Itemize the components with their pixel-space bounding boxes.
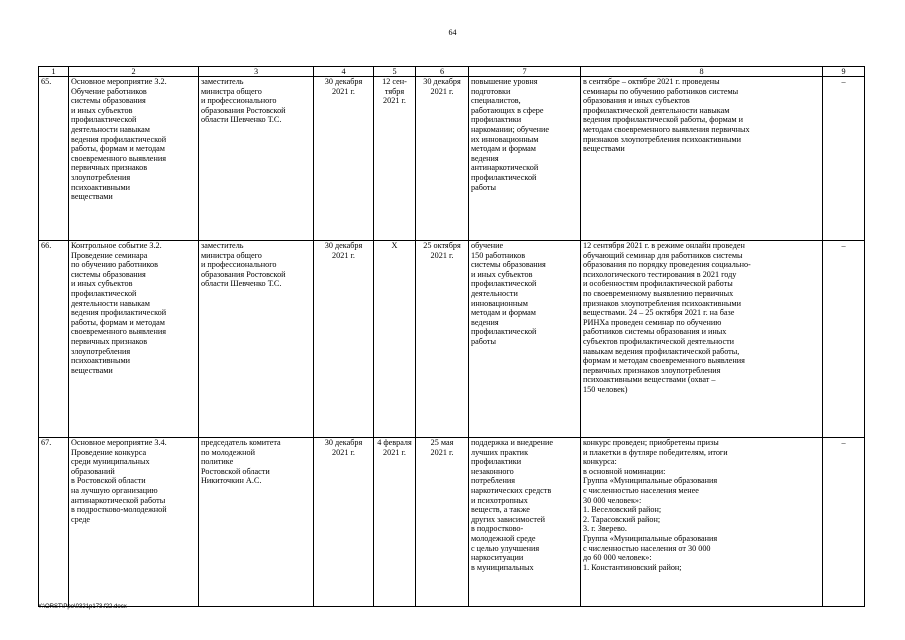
header-cell: 6 xyxy=(416,67,469,77)
event-cell: Контрольное событие 3.2. Проведение семинара по обучению работников системы образования и иных субъектов профилактической деятельности навыкам ведения профилактической работы, формам и методам своевременного выявления первичных признаков злоупотребления психоактивными веществами xyxy=(69,241,199,438)
date-cell: 30 декабря 2021 г. xyxy=(416,77,469,241)
table-row xyxy=(39,77,865,241)
responsible-cell: заместитель министра общего и профессионального образования Ростовской области Шевченко Т.С. xyxy=(199,241,314,438)
header-cell: 9 xyxy=(823,67,865,77)
date-cell: 25 мая 2021 г. xyxy=(416,438,469,607)
header-row xyxy=(39,67,865,77)
table-row xyxy=(39,438,865,607)
event-cell: Основное мероприятие 3.2. Обучение работников системы образования и иных субъектов профилактической деятельности навыкам ведения профилактической работы, формам и методам своевременного выявления первичных признаков злоупотребления психоактивными веществами xyxy=(69,77,199,241)
header-cell: 8 xyxy=(581,67,823,77)
note-cell: – xyxy=(823,438,865,607)
info-cell: 12 сентября 2021 г. в режиме онлайн проведен обучающий семинар для работников системы образования по порядку проведения социально- психологического тестирования в 2021 году и особенностям профилактической работы по своевременному выявлению первичных признаков злоупотребления психоактивными веществами. 24 – 25 октября 2021 г. на базе РИНХа проведен семинар по обучению работников системы образования и иных субъектов профилактической деятельности навыкам ведения профилактической работы, формам и методам своевременного выявления первичных признаков злоупотребления психоактивными веществами (охват – 150 человек) xyxy=(581,241,823,438)
date-cell: 25 октября 2021 г. xyxy=(416,241,469,438)
header-cell: 2 xyxy=(69,67,199,77)
info-cell: конкурс проведен; приобретены призы и плакетки в футляре победителям, итоги конкурса: в основной номинации: Группа «Муниципальные образования с численностью населения менее 30 000 человек»: 1. Веселовский район; 2. Тарасовский район; 3. г. Зверево. Группа «Муниципальные образования с численностью населения от 30 000 до 60 000 человек»: 1. Константиновский район; xyxy=(581,438,823,607)
row-number: 66. xyxy=(39,241,69,438)
date-cell: 30 декабря 2021 г. xyxy=(314,241,374,438)
note-cell: – xyxy=(823,241,865,438)
date-cell: 30 декабря 2021 г. xyxy=(314,77,374,241)
page-number: 64 xyxy=(448,28,457,37)
header-cell: 4 xyxy=(314,67,374,77)
date-cell: 30 декабря 2021 г. xyxy=(314,438,374,607)
file-path-footer: Y:\ORST\Ppo\0321p173.f22.docx xyxy=(38,604,127,610)
header-cell: 7 xyxy=(469,67,581,77)
row-number: 67. xyxy=(39,438,69,607)
result-cell: поддержка и внедрение лучших практик профилактики незаконного потребления наркотических средств и психотропных веществ, а также других зависимостей в подростково- молодежной среде с целью улучшения наркоситуации в муниципальных xyxy=(469,438,581,607)
row-number: 65. xyxy=(39,77,69,241)
info-cell: в сентябре – октябре 2021 г. проведены семинары по обучению работников системы образования и иных субъектов профилактической деятельности навыкам ведения профилактической работы, формам и методам своевременного выявления первичных признаков злоупотребления психоактивными веществами xyxy=(581,77,823,241)
result-cell: повышение уровня подготовки специалистов, работающих в сфере профилактики наркомании; обучение их инновационным методам и формам ведения антинаркотической профилактической работы xyxy=(469,77,581,241)
header-cell: 3 xyxy=(199,67,314,77)
table-row xyxy=(39,241,865,438)
event-cell: Основное мероприятие 3.4. Проведение конкурса среди муниципальных образований в Ростовской области на лучшую организацию антинаркотической работы в подростково-молодежной среде xyxy=(69,438,199,607)
date-cell: 4 февраля 2021 г. xyxy=(374,438,416,607)
date-cell: 12 сен- тября 2021 г. xyxy=(374,77,416,241)
responsible-cell: заместитель министра общего и профессионального образования Ростовской области Шевченко Т.С. xyxy=(199,77,314,241)
plan-table xyxy=(38,66,865,607)
header-cell: 1 xyxy=(39,67,69,77)
note-cell: – xyxy=(823,77,865,241)
responsible-cell: председатель комитета по молодежной политике Ростовской области Никиточкин А.С. xyxy=(199,438,314,607)
date-cell: Х xyxy=(374,241,416,438)
header-cell: 5 xyxy=(374,67,416,77)
result-cell: обучение 150 работников системы образования и иных субъектов профилактической деятельности инновационным методам и формам ведения профилактической работы xyxy=(469,241,581,438)
